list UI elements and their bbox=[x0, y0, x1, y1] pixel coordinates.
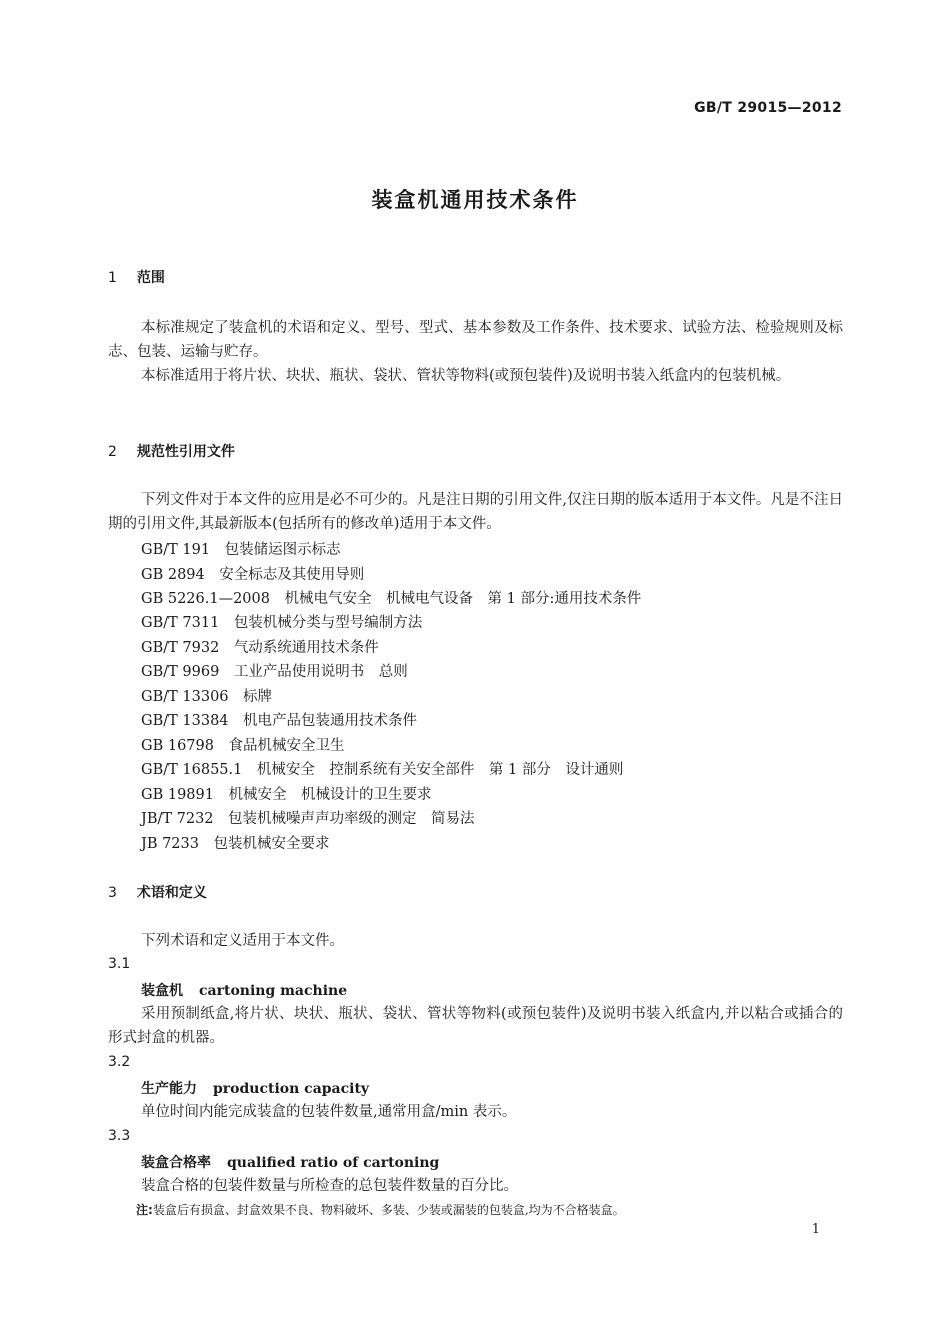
section-number: 1 bbox=[108, 270, 117, 286]
section-3-heading bbox=[108, 882, 207, 902]
section-2-intro: 下列文件对于本文件的应用是必不可少的。凡是注日期的引用文件,仅注日期的版本适用于本文件。凡是不注日期的引用文件,其最新版本(包括所有的修改单)适用于本文件。 bbox=[108, 492, 843, 532]
standard-code: GB/T 29015—2012 bbox=[694, 100, 842, 116]
term-heading: 装盒机 cartoning machine bbox=[141, 983, 348, 999]
term-definition: 采用预制纸盒,将片状、块状、瓶状、袋状、管状等物料(或预包装件)及说明书装入纸盒内,并以粘合或插合的形式封盒的机器。 bbox=[108, 1006, 843, 1046]
reference-item: GB/T 7932 气动系统通用技术条件 bbox=[141, 640, 379, 656]
reference-item: GB/T 7311 包装机械分类与型号编制方法 bbox=[141, 615, 423, 631]
section-title: 术语和定义 bbox=[136, 885, 207, 901]
section-1-heading bbox=[108, 267, 165, 287]
section-2-heading bbox=[108, 441, 235, 461]
term-number: 3.3 bbox=[108, 1128, 131, 1144]
document-title: 装盒机通用技术条件 bbox=[371, 188, 579, 212]
term-heading: 装盒合格率 qualified ratio of cartoning bbox=[141, 1155, 440, 1171]
term-definition: 装盒合格的包装件数量与所检查的总包装件数量的百分比。 bbox=[141, 1178, 518, 1194]
term-heading: 生产能力 production capacity bbox=[141, 1081, 370, 1097]
section-1-paragraph-1: 本标准规定了装盒机的术语和定义、型号、型式、基本参数及工作条件、技术要求、试验方法、检验规则及标志、包装、运输与贮存。 bbox=[108, 320, 843, 360]
section-1-paragraph-2: 本标准适用于将片状、块状、瓶状、袋状、管状等物料(或预包装件)及说明书装入纸盒内的包装机械。 bbox=[141, 368, 791, 384]
term-note: 注:装盒后有损盒、封盒效果不良、物料破坏、多装、少装或漏装的包装盒,均为不合格装盒。 bbox=[136, 1203, 625, 1217]
reference-item: GB 2894 安全标志及其使用导则 bbox=[141, 567, 365, 583]
reference-item: GB 5226.1—2008 机械电气安全 机械电气设备 第 1 部分:通用技术条件 bbox=[141, 591, 642, 607]
reference-item: GB 16798 食品机械安全卫生 bbox=[141, 738, 345, 754]
section-title: 范围 bbox=[136, 270, 165, 286]
reference-item: GB/T 9969 工业产品使用说明书 总则 bbox=[141, 664, 408, 680]
section-3-intro: 下列术语和定义适用于本文件。 bbox=[141, 933, 344, 949]
reference-item: GB/T 16855.1 机械安全 控制系统有关安全部件 第 1 部分 设计通则 bbox=[141, 762, 624, 778]
page-number: 1 bbox=[811, 1222, 820, 1237]
term-definition: 单位时间内能完成装盒的包装件数量,通常用盒/min 表示。 bbox=[141, 1104, 517, 1120]
term-number: 3.1 bbox=[108, 956, 131, 972]
reference-item: GB/T 13306 标牌 bbox=[141, 689, 273, 705]
section-title: 规范性引用文件 bbox=[136, 444, 235, 460]
reference-item: JB/T 7232 包装机械噪声声功率级的测定 简易法 bbox=[141, 811, 475, 827]
reference-item: GB/T 13384 机电产品包装通用技术条件 bbox=[141, 713, 418, 729]
reference-item: GB/T 191 包装储运图示标志 bbox=[141, 542, 341, 558]
reference-item: GB 19891 机械安全 机械设计的卫生要求 bbox=[141, 787, 432, 803]
term-number: 3.2 bbox=[108, 1054, 131, 1070]
reference-item: JB 7233 包装机械安全要求 bbox=[141, 836, 330, 852]
section-number: 3 bbox=[108, 885, 117, 901]
section-number: 2 bbox=[108, 444, 117, 460]
